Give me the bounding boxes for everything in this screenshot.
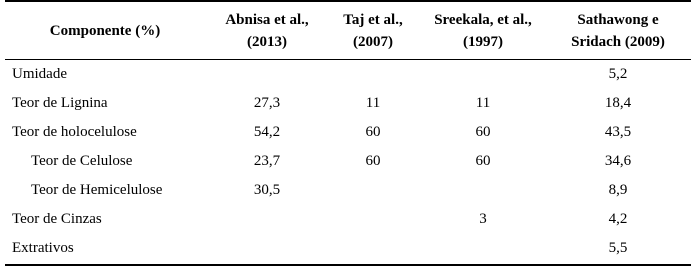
cell-sathawong: 43,5 <box>604 124 632 140</box>
cell-taj: 60 <box>365 153 381 169</box>
header-taj <box>327 2 419 59</box>
row-label: Teor de holocelulose <box>12 124 137 140</box>
cell-abnisa <box>237 234 297 263</box>
header-sathawong-line1: Sathawong e <box>577 11 659 28</box>
header-component <box>5 2 205 59</box>
cell-sreekala: 60 <box>475 153 491 169</box>
cell-sathawong: 5,5 <box>608 240 628 256</box>
cell-abnisa <box>237 60 297 89</box>
header-abnisa-line2: (2013) <box>247 33 287 50</box>
header-taj-line2: (2007) <box>352 33 393 50</box>
table-row <box>5 205 691 234</box>
table-bottom-rule <box>5 264 691 266</box>
table-row <box>5 89 691 118</box>
cell-sathawong: 34,6 <box>604 153 632 169</box>
cell-sathawong: 18,4 <box>604 95 632 111</box>
header-abnisa <box>207 2 327 59</box>
cell-sreekala <box>453 60 513 89</box>
cell-abnisa: 23,7 <box>253 153 281 169</box>
row-label: Teor de Lignina <box>12 95 108 111</box>
row-label: Teor de Hemicelulose <box>31 182 163 198</box>
table-row <box>5 147 691 176</box>
cell-sathawong: 4,2 <box>608 211 628 227</box>
row-label: Extrativos <box>12 240 74 256</box>
cell-sathawong: 8,9 <box>608 182 628 198</box>
table-row <box>5 60 691 89</box>
header-sreekala <box>419 2 547 59</box>
cell-abnisa <box>237 205 297 234</box>
table-row <box>5 176 691 205</box>
cell-taj <box>343 205 403 234</box>
cell-taj: 11 <box>365 95 381 111</box>
header-sathawong <box>553 2 683 59</box>
cell-abnisa: 27,3 <box>253 95 281 111</box>
cell-abnisa: 54,2 <box>253 124 281 140</box>
cell-abnisa: 30,5 <box>253 182 281 198</box>
header-taj-line1: Taj et al., <box>343 11 403 28</box>
cell-taj <box>343 60 403 89</box>
row-label: Teor de Cinzas <box>12 211 102 227</box>
header-sathawong-line2: Sridach (2009) <box>571 33 665 50</box>
cell-sreekala: 11 <box>475 95 491 111</box>
row-label: Umidade <box>12 66 67 82</box>
cell-sreekala <box>453 234 513 263</box>
cell-sreekala <box>453 176 513 205</box>
header-sreekala-line2: (1997) <box>463 33 503 50</box>
header-abnisa-line1: Abnisa et al., <box>225 11 309 28</box>
row-label: Teor de Celulose <box>31 153 133 169</box>
cell-taj <box>343 234 403 263</box>
cell-taj <box>343 176 403 205</box>
table-row <box>5 118 691 147</box>
table-row <box>5 234 691 263</box>
cell-taj: 60 <box>365 124 381 140</box>
header-component-text: Componente (%) <box>49 22 161 39</box>
cell-sathawong: 5,2 <box>608 66 628 82</box>
header-sreekala-line1: Sreekala, et al., <box>434 11 532 28</box>
cell-sreekala: 3 <box>479 211 487 227</box>
cell-sreekala: 60 <box>475 124 491 140</box>
